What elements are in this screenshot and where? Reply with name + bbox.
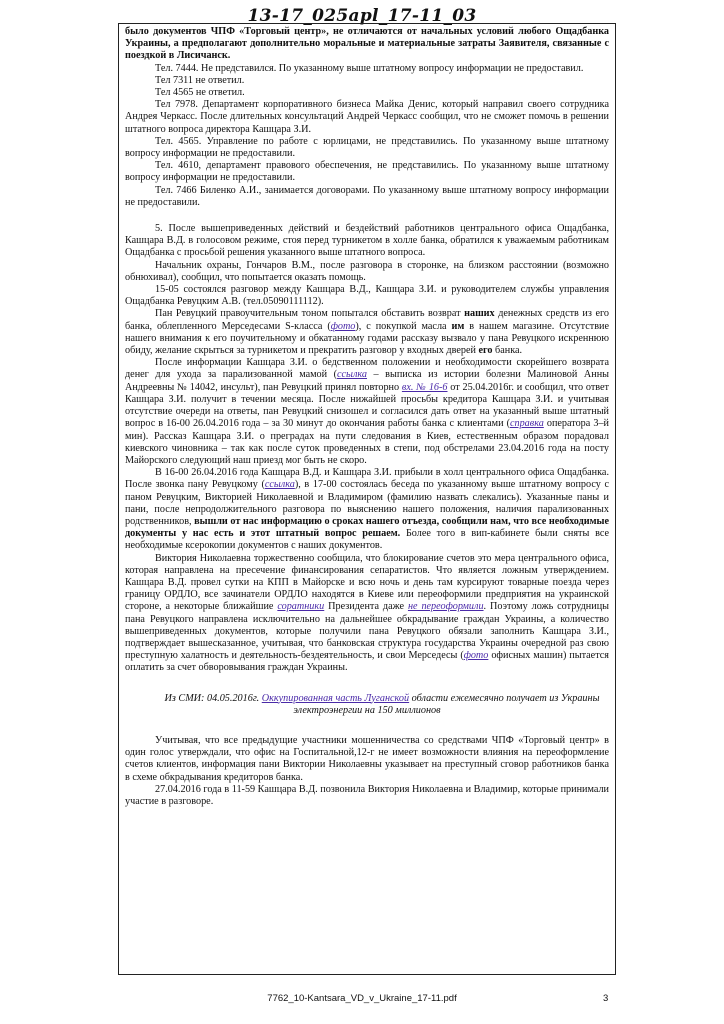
paragraph-meeting-1505: 15-05 состоялся разговор между Кашцара В.Д., Кашцара З.И. и руководителем службы управления Ощадбанка Ревуцким А.В. (тел.05090111112). xyxy=(125,284,609,308)
paragraph-tel-4610: Тел. 4610, департамент правового обеспечения, не представились. По указанному выше штатному вопросу информации не предоставили. xyxy=(125,160,609,184)
paragraph-tel-7444: Тел. 7444. Не представился. По указанному выше штатному вопросу информации не предоставил. xyxy=(155,62,584,74)
call-reference-link[interactable]: ссылка xyxy=(264,479,295,491)
paragraph-section-5: 5. После вышеприведенных действий и бездействий работников центрального офиса Ощадбанка, Кашцара В.Д. в голосовом режиме, стоя перед турникетом в холле банка, обратился к уважаемым работникам Ощадбанка с просьбой решения указанного выше штатного вопроса. xyxy=(125,223,609,259)
paragraph-victoria: Виктория Николаевна торжественно сообщила, что блокирование счетов это мера центрального офиса, которая направлена на пресечение финансирования сепаратистов. Что является ложным утверждением. Кашцара В.Д. провел сутки на КПП в Майорске и всю ночь и день там курсируют товарные поезда через границу ОРДЛО, все зачинатели ОРДЛО находятся в Киеве или переоформили предприятия на украинской стороне, а некоторые ближайшие соратники Президента даже не переоформили. Поэтому ложь сотрудницы пана Ревуцкого направлена исключительно на дальнейшее обкрадывание граждан Украины, а количество вышеприведенных документов, которые получили пана Ревуцкого обязали заполнить Кашцара З.И., подтверждает вышесказанное, учитывая, что банковская структура государства Украины очередной раз свою преступную халатность и деятельность-бездеятельность, и свои Мерседесы (фото офисных машин) пытается оплатить за счет обворовывания граждан Украины. xyxy=(125,552,609,674)
paragraph-conclusion: Учитывая, что все предыдущие участники мошенничества со средствами ЧПФ «Торговый центр» в один голос утверждали, что офис на Госпитальной,12-г не имеет возможности влияния на переоформление счетов клиентов, информация пани Виктории Николаевны указывает на преступный сговор работников банка в схеме обкрадывания кредиторов банка. xyxy=(125,734,609,783)
paragraph-security-chief: Начальник охраны, Гончаров В.М., после разговора в сторонке, на близком расстоянии (возможно обнюхивал), сообщил, что попытается оказать помощь. xyxy=(125,259,609,283)
document-body xyxy=(119,24,615,808)
certificate-link[interactable]: справка xyxy=(509,418,544,430)
paragraph-2704-call: 27.04.2016 года в 11-59 Кашцара В.Д. позвонила Виктория Николаевна и Владимир, которые принимали участие в разговоре. xyxy=(125,783,609,807)
paragraph-after-info: После информации Кашцара З.И. о бедственном положении и необходимости скорейшего возврата денег для ухода за парализованной мамой (ссылка – выписка из истории болезни Малиновой Анны Андреевны № 14042, инсульт), пан Ревуцкий принял повторно вх. № 16-6 от 25.04.2016г. и сообщил, что ответ Кашцара З.И. получит в течении месяца. После нижайшей просьбы кредитора Кашцара З.И. и учитывая отсутствие очереди на ответы, пан Ревуцкий снизошел и согласился дать ответ на указанный выше штатный вопрос в 16-00 26.04.2016 года – за 30 минут до окончания работы банка с клиентами (справка оператора 3–й мин). Рассказ Кашцара З.И. о преградах на пути следования в Киев, естественным образом порадовал киевского чиновника – так как после суток проведенных в степи, под обстрелами 23.04.2016 года на посту Майорского следующий наш приезд мог быть не скоро. xyxy=(125,357,609,466)
paragraph-tel-4565-a: Тел 4565 не ответил. xyxy=(155,87,245,99)
footer-filename: 7762_10-Kantsara_VD_v_Ukraine_17-11.pdf xyxy=(267,993,457,1004)
occupied-part-link[interactable]: Оккупированная часть Луганской xyxy=(261,692,410,704)
not-reregistered-link[interactable]: не переоформили xyxy=(407,601,484,613)
media-quote: Из СМИ: 04.05.2016г. Оккупированная часть Луганской области ежемесячно получает из Украины электроэнергии на 150 миллионов xyxy=(164,692,600,716)
paragraph-1600-meeting: В 16-00 26.04.2016 года Кашцара В.Д. и Кашцара З.И. прибыли в холл центрального офиса Ощадбанка. После звонка пану Ревуцкому (ссылка), в 17-00 состоялась беседа по указанному выше штатному вопросу с паном Ревуцким, Викторией Николаевной и Владимиром (фамилию назвать слекались). Указанные паны и пани, после непродолжительного разговора по выяснению нашего положения, наличия парализованных родственников, вышли от нас информацию о сроках нашего отъезда, сообщили нам, что все необходимые документы у нас есть и этот штатный вопрос решаем. Более того в вип-кабинете были сняты все необходимые ксерокопии документов с наших документов. xyxy=(125,467,610,552)
document-title: 13-17_025apl_17-11_03 xyxy=(247,6,477,26)
paragraph-tel-7978: Тел 7978. Департамент корпоративного бизнеса Майка Денис, который направил своего сотрудника Андрея Черкасс. После длительных консультаций Андрей Черкасс сообщил, что не сможет помочь в решении штатного вопроса директора Кашцара З.И. xyxy=(125,99,609,135)
page-number: 3 xyxy=(603,993,609,1004)
paragraph-tel-7311: Тел 7311 не ответил. xyxy=(155,74,245,86)
office-cars-photo-link[interactable]: фото xyxy=(463,650,489,662)
paragraph-intro: было документов ЧПФ «Торговый центр», не отличаются от начальных условий любого Ощадбанка Украины, а предполагают дополнительно моральные и материальные затраты Заявителя, связанные с поездкой в Лисичанск. xyxy=(125,26,609,62)
page-frame xyxy=(118,23,616,975)
associates-link[interactable]: соратники xyxy=(277,601,325,613)
paragraph-tel-4565-b: Тел. 4565. Управление по работе с юрлицами, не представились. По указанному выше штатному вопросу информации не предоставили. xyxy=(125,135,609,160)
photo-link[interactable]: фото xyxy=(330,320,356,332)
paragraph-tel-7466: Тел. 7466 Биленко А.И., занимается договорами. По указанному выше штатному вопросу информации не предоставили. xyxy=(125,184,609,208)
reference-link[interactable]: ссылка xyxy=(337,369,368,381)
incoming-number-link[interactable]: вх. № 16-6 xyxy=(401,381,448,393)
paragraph-revutsky: Пан Ревуцкий правоучительным тоном попытался обставить возврат наших денежных средств из его банка, облепленного Мерседесами S-класса (фото), с покупкой масла им в нашем магазине. Отсутствие нашего внимания к его поучительному и обкатанному годами рассказу вызвало у пана Ревуцкого искреннюю обиду, желание скрыться за турникетом и прекратить разговор у входных дверей его банка. xyxy=(125,308,610,357)
